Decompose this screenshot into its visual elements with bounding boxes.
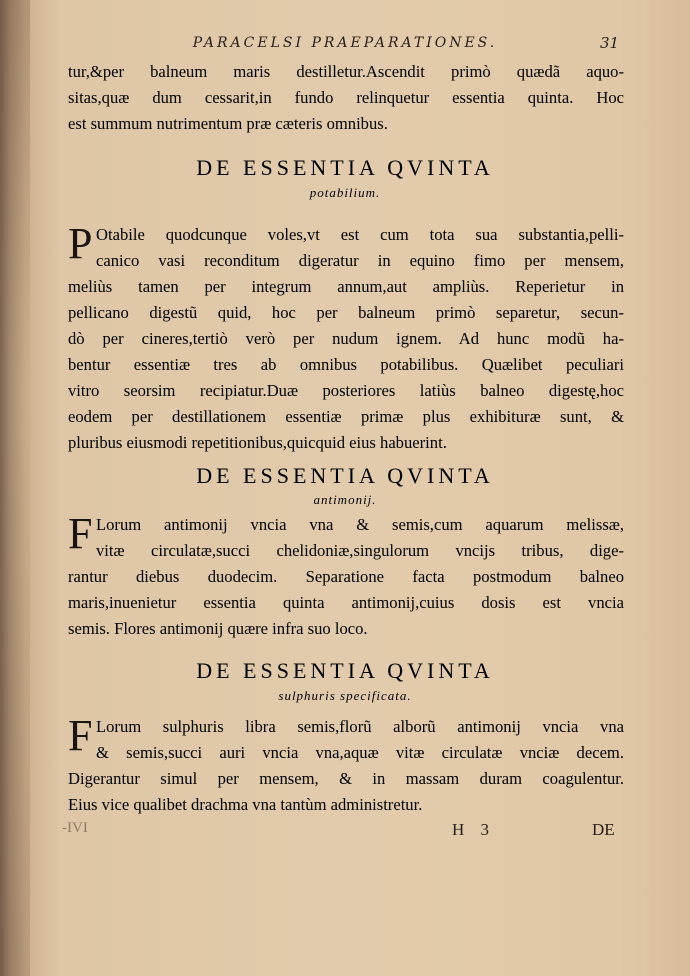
text-line: pluribus eiusmodi repetitionibus,quicquid eius habuerint.: [68, 433, 447, 452]
section-heading: DE ESSENTIA QVINTA: [196, 155, 494, 180]
drop-cap: F: [68, 509, 93, 558]
text-line: rantur diebus duodecim. Separatione facta postmodum balneo: [68, 567, 624, 586]
text-line: bentur essentiæ tres ab omnibus potabilibus. Quælibet peculiari: [68, 355, 624, 374]
text-line: meliùs tamen per integrum annum,aut ampliùs. Reperietur in: [68, 277, 624, 296]
text-line: vitæ circulatæ,succi chelidoniæ,singulorum vncijs tribus, dige-: [96, 541, 624, 560]
text-line: sitas,quæ dum cessarit,in fundo relinquetur essentia quinta. Hoc: [68, 88, 624, 107]
page-gutter-shadow: [0, 0, 30, 976]
signature-mark: H 3: [452, 820, 496, 839]
section-heading: DE ESSENTIA QVINTA: [196, 658, 494, 683]
text-line: Lorum antimonij vncia vna & semis,cum aquarum melissæ,: [96, 515, 624, 534]
text-line: canico vasi reconditum digeratur in equino fimo per mensem,: [96, 251, 624, 270]
catchword: DE: [592, 820, 615, 839]
faded-mark: -IVI: [62, 820, 88, 836]
text-line: dò per cineres,tertiò verò per nudum ignem. Ad hunc modũ ha-: [68, 329, 624, 348]
text-line: semis. Flores antimonij quære infra suo loco.: [68, 619, 368, 638]
text-line: tur,&per balneum maris destilletur.Ascendit primò quædã aquo-: [68, 62, 624, 81]
drop-cap: P: [68, 219, 93, 268]
running-title: PARACELSI PRAEPARATIONES.: [192, 35, 498, 51]
text-line: Lorum sulphuris libra semis,florũ alborũ antimonij vncia vna: [96, 717, 624, 736]
text-line: Digerantur simul per mensem, & in massam duram coagulentur.: [68, 769, 624, 788]
text-line: & semis,succi auri vncia vna,aquæ vitæ circulatæ vnciæ decem.: [96, 743, 624, 762]
section-subheading: potabilium.: [309, 185, 381, 200]
page-number: 31: [600, 34, 620, 52]
section-subheading: antimonij.: [313, 492, 377, 507]
text-line: eodem per destillationem essentiæ primæ plus exhibituræ sunt, &: [68, 407, 624, 426]
text-line: vitro seorsim recipiatur.Duæ posteriores latiùs balneo digestę,hoc: [68, 381, 624, 400]
section-heading: DE ESSENTIA QVINTA: [196, 463, 494, 488]
section-subheading: sulphuris specificata.: [278, 688, 412, 703]
text-line: est summum nutrimentum præ cæteris omnibus.: [68, 114, 388, 133]
drop-cap: F: [68, 711, 93, 760]
text-line: pellicano digestũ quid, hoc per balneum primò separetur, secun-: [68, 303, 624, 322]
text-line: Eius vice qualibet drachma vna tantùm administretur.: [68, 795, 423, 814]
text-line: Otabile quodcunque voles,vt est cum tota sua substantia,pelli-: [96, 225, 624, 244]
text-line: maris,inuenietur essentia quinta antimonij,cuius dosis est vncia: [68, 593, 624, 612]
